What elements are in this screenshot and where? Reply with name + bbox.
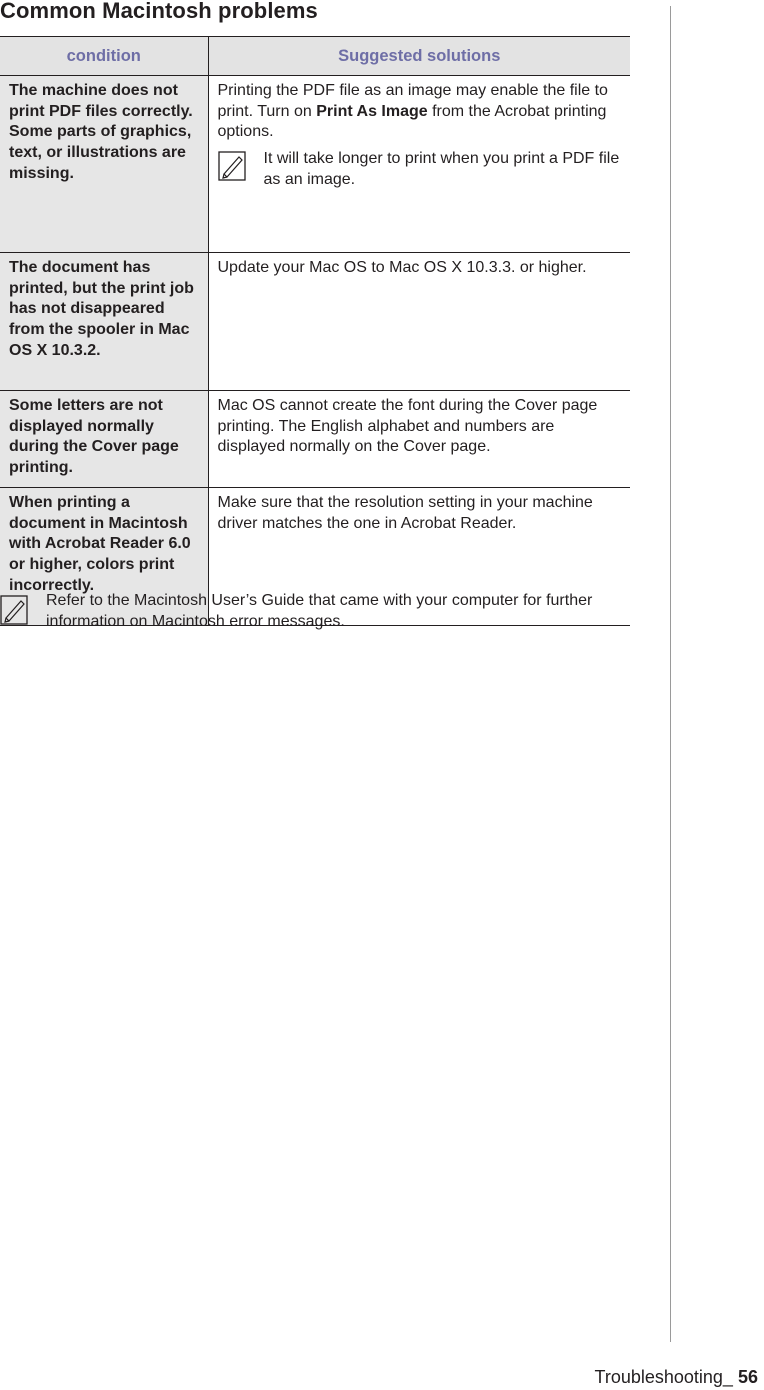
inline-note (218, 149, 621, 190)
header-suggested-solutions: Suggested solutions (208, 37, 630, 76)
condition-cell: When printing a document in Macintosh with Acrobat Reader 6.0 or higher, colors print incorrectly. (0, 487, 208, 625)
note-pencil-icon (218, 151, 246, 181)
solution-text: Printing the PDF file as an image may enable the file to print. Turn on (217, 82, 608, 120)
solution-text: from the Acrobat printing options. (217, 102, 607, 141)
page-title: Common Macintosh problems (0, 0, 318, 23)
note-text: It will take longer to print when you print a PDF file as an image. (263, 150, 620, 188)
condition-cell: The document has printed, but the print job has not disappeared from the spooler in Mac OS X 10.3.2. (0, 253, 208, 391)
footer-section-label: Troubleshooting_ (594, 1367, 733, 1387)
table-header-row (0, 37, 630, 76)
print-as-image-option: Print As Image (316, 102, 428, 120)
table-row (0, 76, 630, 253)
note-pencil-icon (0, 595, 28, 625)
page-number: 56 (737, 1367, 758, 1387)
condition-cell: Some letters are not displayed normally during the Cover page printing. (0, 391, 208, 488)
solution-cell: Make sure that the resolution setting in your machine driver matches the one in Acrobat Reader. (208, 487, 630, 625)
solution-cell (208, 76, 630, 253)
side-divider (670, 6, 671, 1342)
solution-cell: Mac OS cannot create the font during the Cover page printing. The English alphabet and numbers are displayed normally on the Cover page. (208, 391, 630, 488)
table-row (0, 253, 630, 391)
footer-note-text: Refer to the Macintosh User’s Guide that came with your computer for further information on Macintosh error messages. (46, 592, 593, 630)
condition-cell: The machine does not print PDF files correctly. Some parts of graphics, text, or illustrations are missing. (0, 76, 208, 253)
table-row (0, 391, 630, 488)
page-footer (595, 1367, 758, 1388)
solution-cell: Update your Mac OS to Mac OS X 10.3.3. or higher. (208, 253, 630, 391)
problems-table (0, 36, 630, 626)
header-condition: condition (0, 37, 208, 76)
footer-note (0, 591, 630, 632)
